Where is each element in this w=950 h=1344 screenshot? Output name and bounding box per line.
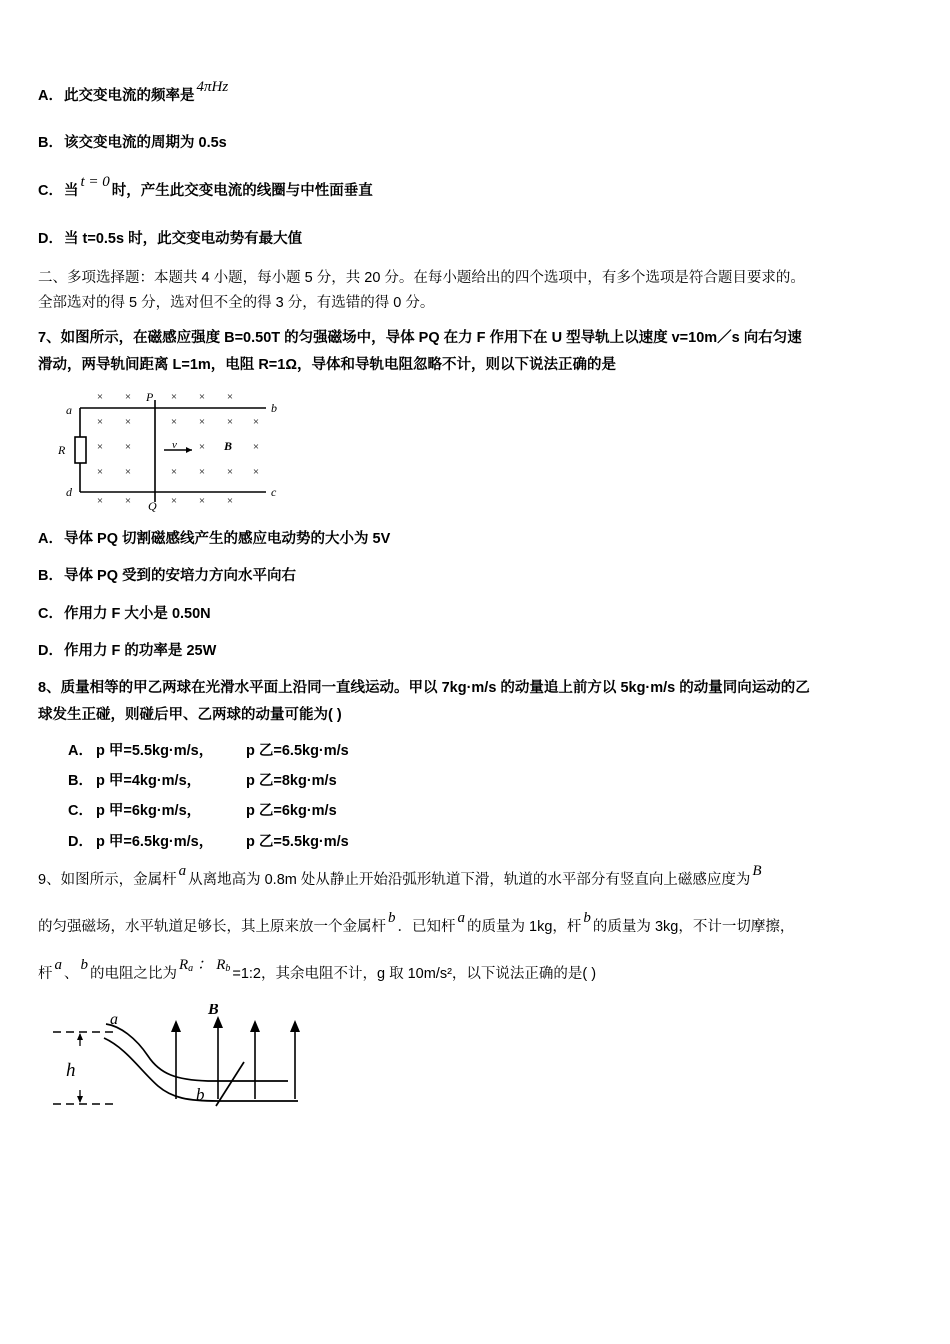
q6-option-b-label: B． <box>38 134 63 151</box>
q7-label-P: P <box>146 391 154 404</box>
q7-label-v: v <box>172 438 177 451</box>
q8-option-d-first: p 甲=6.5kg·m/s， <box>96 833 214 850</box>
q9-label-a: a <box>110 1010 118 1028</box>
svg-text:×: × <box>198 494 206 507</box>
section-heading-line-2: 全部选对的得 5 分，选对但不全的得 3 分，有选错的得 0 分。 <box>38 295 435 312</box>
q6-option-b-text: 该交变电流的周期为 0.5s <box>64 134 227 151</box>
q8-line-1: 8、质量相等的甲乙两球在光滑水平面上沿同一直线运动。甲以 7kg·m/s 的动量追上前方以 5kg·m/s 的动量同向运动的乙 <box>38 679 810 696</box>
svg-text:×: × <box>96 391 104 403</box>
q7-label-a: a <box>66 402 72 417</box>
q6-option-a-math: 4πHz <box>196 79 229 95</box>
q7-label-d: d <box>66 484 72 499</box>
q9-line3-part-c: 的电阻之比为 <box>90 965 177 982</box>
q9-line2-part-b: ．已知杆 <box>397 919 456 936</box>
svg-text:×: × <box>96 465 104 478</box>
q9-line1-part-a: 9、如图所示，金属杆 <box>38 872 177 889</box>
q8-option-a <box>68 736 914 766</box>
svg-text:×: × <box>252 440 260 453</box>
q9-line2-part-a: 的匀强磁场，水平轨道足够长，其上原来放一个金属杆 <box>38 919 386 936</box>
q9-line2-math-b2: b <box>583 910 591 927</box>
q8-option-a-first: p 甲=5.5kg·m/s， <box>96 742 214 759</box>
q8-option-d-second: p 乙=5.5kg·m/s <box>246 833 349 850</box>
svg-text:×: × <box>226 465 234 478</box>
q6-option-c-pre: 当 <box>64 183 79 200</box>
q6-option-c-post: 时，产生此交变电流的线圈与中性面垂直 <box>111 183 373 200</box>
q7-line-2: 滑动，两导轨间距离 L=1m，电阻 R=1Ω，导体和导轨电阻忽略不计，则以下说法正确的是 <box>38 357 616 374</box>
svg-text:×: × <box>96 440 104 453</box>
q6-option-c-label: C． <box>38 183 63 200</box>
q9-line2-part-d: 的质量为 3kg，不计一切摩擦， <box>592 919 795 936</box>
q9-figure <box>48 1004 914 1149</box>
q9-line-3 <box>38 956 914 990</box>
q6-option-d-text: 当 t=0.5s 时，此交变电动势有最大值 <box>64 230 303 247</box>
q8-option-c-first: p 甲=6kg·m/s， <box>96 803 202 820</box>
q9-label-h: h <box>66 1059 76 1081</box>
q7-option-b-label: B． <box>38 568 63 585</box>
q7-label-Q: Q <box>148 498 157 512</box>
svg-text:×: × <box>252 415 260 428</box>
q9-line3-part-a: 杆 <box>38 965 53 982</box>
q8-line-2: 球发生正碰，则碰后甲、乙两球的动量可能为( ) <box>38 707 342 724</box>
q6-option-a-text: 此交变电流的频率是 <box>64 88 195 104</box>
q7-option-d <box>38 643 914 660</box>
q7-label-c: c <box>271 484 277 499</box>
svg-text:×: × <box>124 415 132 428</box>
q8-option-d <box>68 827 914 857</box>
q9-line1-math-a: a <box>178 863 187 880</box>
q9-line3-math-Rb: $R_b$ <box>216 956 231 974</box>
q7-option-a <box>38 531 914 548</box>
svg-text:×: × <box>198 440 206 453</box>
q6-option-c-math: t = 0 <box>80 174 110 191</box>
q7-option-a-text: 导体 PQ 切割磁感线产生的感应电动势的大小为 5V <box>64 530 391 547</box>
q8-option-b <box>68 766 914 796</box>
q9-line-1 <box>38 865 914 896</box>
q8-option-a-second: p 乙=6.5kg·m/s <box>246 742 349 759</box>
q7-option-d-text: 作用力 F 的功率是 25W <box>64 643 217 660</box>
q6-option-a-label: A． <box>38 88 63 104</box>
q6-option-d <box>38 231 914 248</box>
svg-text:×: × <box>198 391 206 403</box>
q8-option-b-first: p 甲=4kg·m/s， <box>96 773 202 790</box>
svg-text:×: × <box>124 494 132 507</box>
q6-option-a <box>38 79 914 105</box>
svg-text:×: × <box>226 415 234 428</box>
svg-text:×: × <box>226 391 234 403</box>
q8-option-b-label: B． <box>68 773 93 790</box>
q9-line3-math-Ra: $R_a$ <box>179 956 194 974</box>
q7-label-B: B <box>224 438 233 453</box>
svg-text:×: × <box>170 391 178 403</box>
q8-option-c-second: p 乙=6kg·m/s <box>246 803 337 820</box>
svg-text:×: × <box>226 494 234 507</box>
q6-option-b <box>38 135 914 152</box>
q9-line3-math-a: a <box>54 956 62 973</box>
svg-text:×: × <box>96 415 104 428</box>
svg-text:×: × <box>170 494 178 507</box>
q9-line3-colon: ： <box>197 956 213 973</box>
q7-option-a-label: A． <box>38 530 63 547</box>
svg-text:×: × <box>198 465 206 478</box>
q7-label-b: b <box>271 400 277 415</box>
q9-line3-part-b: 、 <box>64 965 79 982</box>
q7-option-c-text: 作用力 F 大小是 0.50N <box>64 605 211 622</box>
q7-option-d-label: D． <box>38 643 63 660</box>
q8-option-d-label: D． <box>68 833 93 850</box>
svg-text:×: × <box>252 465 260 478</box>
section-heading-line-1: 二、多项选择题：本题共 4 小题，每小题 5 分，共 20 分。在每小题给出的四个选项中，有多个选项是符合题目要求的。 <box>38 270 805 287</box>
q9-line1-part-b: 从离地高为 0.8m 处从静止开始沿弧形轨道下滑，轨道的水平部分有竖直向上磁感应度为 <box>188 872 751 889</box>
page-content <box>38 79 914 1149</box>
q8-option-b-second: p 乙=8kg·m/s <box>246 773 337 790</box>
svg-text:×: × <box>198 415 206 428</box>
q7-label-R: R <box>58 442 66 457</box>
svg-text:×: × <box>124 391 132 403</box>
svg-text:×: × <box>124 465 132 478</box>
q7-option-c-label: C． <box>38 605 63 622</box>
q8-option-a-label: A． <box>68 742 93 759</box>
q9-line3-part-d: =1:2，其余电阻不计，g 取 10m/s²，以下说法正确的是( ) <box>232 965 597 982</box>
q6-option-d-label: D． <box>38 230 63 247</box>
q7-option-b-text: 导体 PQ 受到的安培力方向水平向右 <box>64 568 297 585</box>
svg-text:×: × <box>170 465 178 478</box>
q9-line1-math-B: B <box>752 863 762 880</box>
q7-option-c <box>38 606 914 623</box>
q7-figure <box>58 392 914 517</box>
q9-line3-math-b: b <box>80 956 88 973</box>
q9-label-B: B <box>208 1003 219 1018</box>
q8-option-c-label: C． <box>68 803 93 820</box>
q6-option-c <box>38 174 914 200</box>
q9-label-b: b <box>196 1084 205 1104</box>
q9-line2-part-c: 的质量为 1kg，杆 <box>467 919 582 936</box>
q9-line2-math-a: a <box>457 910 465 927</box>
svg-text:×: × <box>124 440 132 453</box>
svg-text:×: × <box>96 494 104 507</box>
svg-text:×: × <box>170 415 178 428</box>
q9-line2-math-b: b <box>388 910 396 927</box>
q8-option-c <box>68 796 914 826</box>
q7-option-b <box>38 568 914 585</box>
q9-line-2 <box>38 912 914 943</box>
q7-line-1: 7、如图所示，在磁感应强度 B=0.50T 的匀强磁场中，导体 PQ 在力 F 作用下在 U 型导轨上以速度 v=10m／s 向右匀速 <box>38 329 802 346</box>
